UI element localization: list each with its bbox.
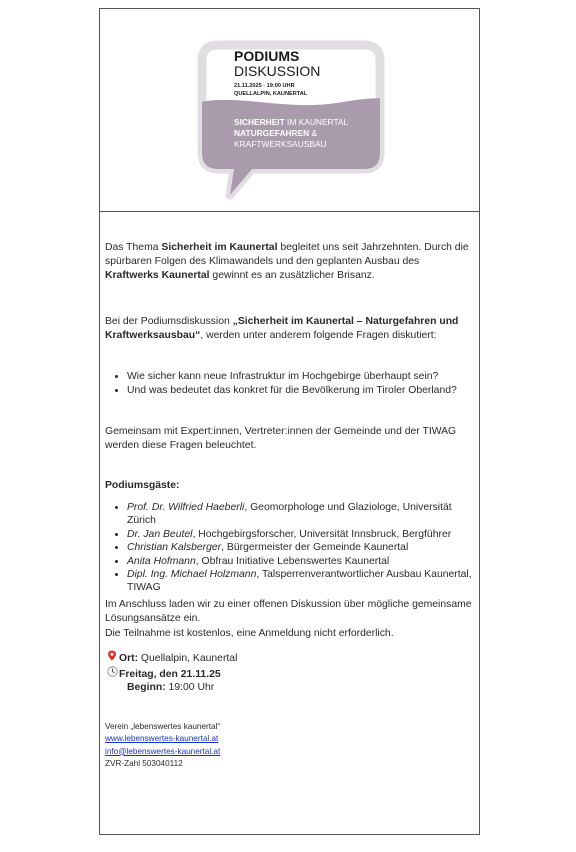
logo-topic-1: SICHERHEIT IM KAUNERTAL <box>234 117 349 127</box>
intro-paragraph: Das Thema Sicherheit im Kaunertal begleitet uns seit Jahrzehnten. Durch die spürbaren Folgen des Klimawandels und den geplanten Ausbau des Kraftwerks Kaunertal gewinnt es an zusätzlicher Brisanz. <box>105 242 469 281</box>
website-link[interactable]: www.lebenswertes-kaunertal.at <box>105 734 219 744</box>
list-item: • Prof. Dr. Wilfried Haeberli, Geomorphologe und Glaziologe, Universität Zürich <box>127 501 477 527</box>
list-item: • Christian Kalsberger, Bürgermeister der Gemeinde Kaunertal <box>127 541 477 554</box>
logo-topic-3: KRAFTWERKSAUSBAU <box>234 139 327 149</box>
header-banner <box>100 9 479 212</box>
list-item: • Dr. Jan Beutel, Hochgebirgsforscher, Universität Innsbruck, Bergführer <box>127 528 477 541</box>
newsletter-frame <box>99 8 480 835</box>
location-line: Ort: Quellalpin, Kaunertal <box>105 650 237 666</box>
date-line: Freitag, den 21.11.25 <box>105 666 221 682</box>
list-item: • Dipl. Ing. Michael Holzmann, Talsperrenverantwortlicher Ausbau Kaunertal, TIWAG <box>127 568 477 594</box>
footer-contact <box>105 721 220 770</box>
guests-list <box>105 501 477 595</box>
pin-icon <box>105 650 119 666</box>
guests-heading: Podiumsgäste: <box>105 480 180 491</box>
list-item: • Und was bedeutet das konkret für die Bevölkerung im Tiroler Oberland? <box>127 384 495 398</box>
podiumsdiskussion-logo <box>196 39 386 201</box>
logo-date-time: 21.11.2025 · 19:00 UHR <box>234 83 295 89</box>
association-name: Verein „lebenswertes kaunertal“ <box>105 722 221 731</box>
zvr-number: ZVR-Zahl 503040112 <box>105 758 183 768</box>
together-paragraph: Gemeinsam mit Expert:innen, Vertreter:innen der Gemeinde und der TIWAG werden diese Fragen beleuchtet. <box>105 426 457 451</box>
logo-line-podiums: PODIUMS <box>234 48 300 64</box>
email-link[interactable]: info@lebenswertes-kaunertal.at <box>105 746 221 756</box>
logo-line-diskussion: DISKUSSION <box>234 63 321 79</box>
wave-shape <box>196 98 386 201</box>
list-item: • Wie sicher kann neue Infrastruktur im Hochgebirge überhaupt sein? <box>127 370 495 384</box>
start-time-line: Beginn: 19:00 Uhr <box>127 682 215 693</box>
event-intro-paragraph: Bei der Podiumsdiskussion „Sicherheit im Kaunertal – Naturgefahren und Kraftwerksausbau“, werden unter anderem folgende Fragen diskutiert: <box>105 316 459 341</box>
logo-location: QUELLALPIN, KAUNERTAL <box>234 91 308 97</box>
questions-list <box>105 370 495 398</box>
clock-icon <box>105 666 119 682</box>
closing-paragraph-2: Die Teilnahme ist kostenlos, eine Anmeldung nicht erforderlich. <box>105 628 394 639</box>
list-item: • Anita Hofmann, Obfrau Initiative Lebenswertes Kaunertal <box>127 555 477 568</box>
logo-topic-2: NATURGEFAHREN & <box>234 128 318 138</box>
closing-paragraph-1: Im Anschluss laden wir zu einer offenen Diskussion über mögliche gemeinsame Lösungsansätze ein. <box>105 599 472 624</box>
